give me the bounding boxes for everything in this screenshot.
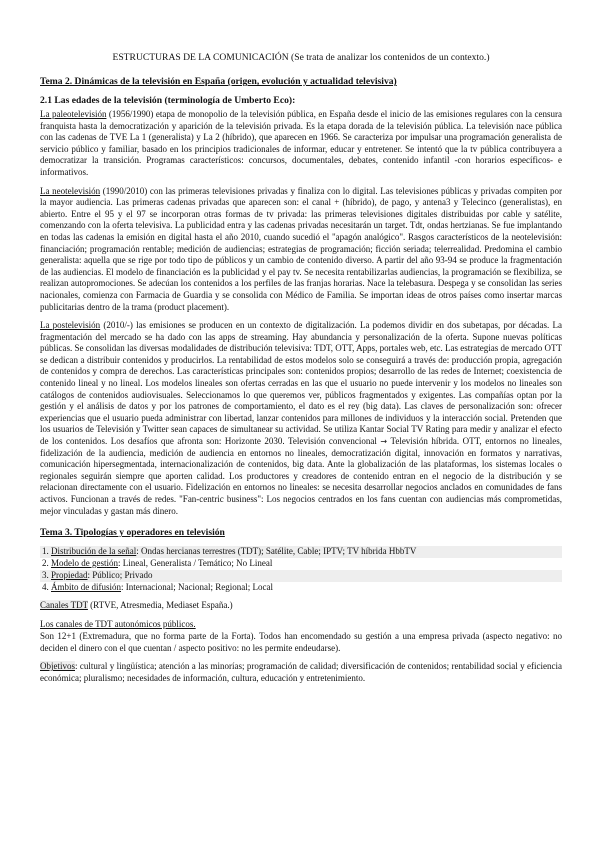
canales-tdt-line — [40, 600, 562, 612]
objetivos-paragraph — [40, 661, 562, 684]
tipologias-list — [40, 546, 562, 593]
canales-tdt-term: Canales TDT — [40, 600, 88, 611]
objetivos-term: Objetivos — [40, 661, 75, 672]
neotelevision-term: La neotelevisión — [40, 185, 101, 196]
section-2-1-heading: 2.1 Las edades de la televisión (terminología de Umberto Eco): — [40, 95, 296, 106]
list-item: 2. Modelo de gestión: Lineal, Generalista / Temático; No Lineal — [42, 557, 273, 568]
paleotelevision-term: La paleotelevisión — [40, 109, 107, 119]
tema2-heading: Tema 2. Dinámicas de la televisión en España (origen, evolución y actualidad televisiva) — [40, 76, 397, 87]
tema3-heading: Tema 3. Tipologías y operadores en televisión — [40, 527, 225, 539]
paleotelevision-paragraph — [40, 109, 562, 179]
list-item: 3. Propiedad: Público; Privado — [40, 570, 562, 582]
list-item: 4. Ámbito de difusión: Internacional; Nacional; Regional; Local — [42, 581, 273, 592]
canales-tdt-text: (RTVE, Atresmedia, Mediaset España.) — [87, 600, 233, 611]
postelevision-text-1: (2010/-) las emisiones se producen en un contexto de digitalización. La podemos dividir en dos subetapas, por décadas. La fragmentación del mercado se ha dado con las apps de streaming. Hay abundancia y personalización de la oferta. Supone nuevas políticas públicas. Se consolidan las diversas modalidades de distribución televisiva: TDT, OTT, Apps, portales web, etc. Las estrategias de mercado OTT se dedican a distribuir contenidos y producirlos. La rentabilidad de estos modelos solo se conseguirá a través de: producción propia, agregación de contenidos y compra de derechos. Las características principales son: contenidos propios; desarrollo de las redes de Internet; coexistencia de contenido lineal y no lineal. Los modelos lineales son ofertas cerradas en las que el usuario no puede intervenir y los modelos no lineales son catálogos de contenidos audiovisuales. Seleccionamos lo que queremos ver, públicos fragmentados y exigentes. Las compañías optan por la gestión y el análisis de datos y por los patrones de comportamiento, el dato es el rey (big data). Las claves de personalización son: ofrecer experiencias que el usuario pueda administrar con libertad, lanzar contenidos para millones de individuos y la interacción social. Pretenden que los usuarios de Televisión y Twitter sean capaces de simultanear su actividad. Se utiliza Kantar Social TV Rating para medir y analizar el efecto de los contenidos. Los desafíos que afronta son: Horizonte 2030. Televisión convencional — [40, 320, 562, 447]
postelevision-paragraph — [40, 320, 562, 517]
neotelevision-paragraph — [40, 186, 562, 314]
right-arrow-icon: → — [380, 437, 388, 447]
paleotelevision-text: (1956/1990) etapa de monopolio de la televisión pública, en España desde el inicio de las emisiones regulares con la censura franquista hasta la democratización y aparición de la televisión privada. Es la etapa dorada de la televisión pública. La televisión nace pública con las cadenas de TVE La 1 (generalista) y La 2 (híbrido), que aparecen en 1966. Se caracteriza por impulsar una programación generalista de servicio público y familiar, basado en los principios tradicionales de informar, educar y entretener. Se intentó que la tv pública contribuyera a democratizar la transición. Programas característicos: concursos, documentales, debates, contenido infantil -con horarios específicos- e informativos. — [40, 109, 562, 177]
autonomicos-paragraph: Son 12+1 (Extremadura, que no forma parte de la Forta). Todos han encomendado su gestión a una empresa privada (aspecto negativo: no deciden el dinero con el que cuentan / aspecto positivo: no les permite endeudarse). — [40, 630, 562, 653]
neotelevision-text: (1990/2010) con las primeras televisiones privadas y finaliza con lo digital. Las televisiones públicas y privadas compiten por la mayor audiencia. Las primeras cadenas privadas que aparecen son: el canal + (híbrido), de pago, y antena3 y Telecinco (generalistas), en abierto. Entre el 95 y el 97 se incorporan otras formas de tv privada: las primeras televisiones digitales distribuidas por cable y satélite, comenzando con la oferta televisiva. La publicidad entra y las cadenas privadas necesitarán un target. Tdt, ondas hertzianas. Se fue implantando en todas las cadenas la emisión en digital hasta el año 2010, cuando sucedió el "apagón analógico". Rasgos característicos de la neotelevisión: financiación; programación rentable; medición de audiencias; estrategias de programación; ficción seriada; telerrealidad. Predomina el cambio generalista: aquella que se rige por todo tipo de públicos y un cambio de contenido diverso. A partir del año 93-94 se produce la fragmentación de las audiencias. El modelo de financiación es la publicidad y el pay tv. Se necesita rentabilizarlas audiencias, la programación se flexibiliza, se realizan autopromociones. Se adecúan los contenidos a los perfiles de las franjas horarias. Nace la telebasura. Despega y se consolidan las series nacionales, comienza con Farmacia de Guardia y se consolida con Médico de Familia. Se importan ideas de otros países como insertar marcas publicitarias dentro de la trama (product placement). — [40, 185, 562, 312]
autonomicos-heading: Los canales de TDT autonómicos públicos. — [40, 619, 196, 630]
document-title: ESTRUCTURAS DE LA COMUNICACIÓN (Se trata de analizar los contenidos de un contexto.) — [112, 52, 490, 63]
objetivos-text: : cultural y lingüística; atención a las minorías; programación de calidad; diversificación de contenidos; rentabilidad social y eficiencia económica; pluralismo; necesidades de información, cultura, educación y entretenimiento. — [40, 661, 562, 683]
postelevision-text-2: Televisión híbrida. OTT, entornos no lineales, fidelización de la audiencia, medición de audiencia en entornos no lineales, democratización digital, innovación en formatos y narrativas, comunicación hipersegmentada, internacionalización de contenidos, big data. Ante la globalización de las plataformas, los sistemas locales o regionales seguirán siempre que aporten calidad. Los productores y creadores de contenido entran en el negocio de la distribución y se relacionan directamente con el usuario. Fidelización en entornos no lineales: se necesita desarrollar negocios anclados en comunidades de fans activos. Funcionan a través de redes. "Fan-centric business": Los negocios centrados en los fans cuentan con audiencias más comprometidas, mejor vinculadas y gastan más dinero. — [40, 436, 562, 516]
list-item: 1. Distribución de la señal: Ondas hercianas terrestres (TDT); Satélite, Cable; IPTV; TV híbrida HbbTV — [40, 546, 562, 558]
postelevision-term: La postelevisión — [40, 320, 101, 331]
